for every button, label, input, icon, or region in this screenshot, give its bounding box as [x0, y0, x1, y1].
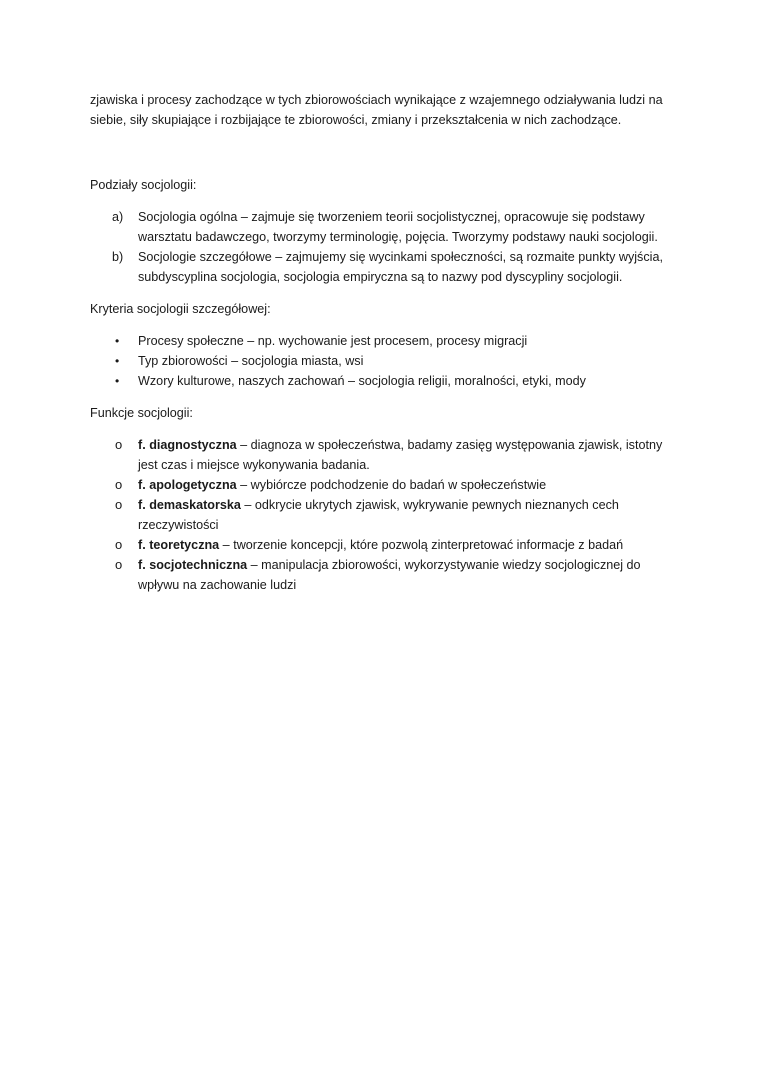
bullet-icon: •: [115, 334, 120, 348]
circle-bullet-icon: o: [115, 557, 123, 572]
list-item: [90, 495, 680, 535]
document-content: [90, 90, 680, 607]
circle-bullet-icon: o: [115, 537, 123, 552]
circle-bullet-icon: o: [115, 497, 123, 512]
function-term: f. teoretyczna: [138, 538, 220, 552]
criteria-heading: Kryteria socjologii szczegółowej:: [90, 302, 271, 316]
function-description: – tworzenie koncepcji, które pozwolą zinterpretować informacje z badań: [219, 538, 624, 552]
list-item-text: Socjologie szczegółowe – zajmujemy się wycinkami społeczności, są rozmaite punkty wyjścia, subdyscyplina socjologia, socjologia empiryczna są to nazwy pod dyscypliny socjologii.: [138, 250, 663, 284]
function-term: f. socjotechniczna: [138, 558, 248, 572]
list-item: [90, 535, 680, 555]
list-item: [90, 371, 680, 391]
function-term: f. diagnostyczna: [138, 438, 237, 452]
functions-list: [90, 435, 680, 595]
function-term: f. apologetyczna: [138, 478, 237, 492]
list-item: [90, 435, 680, 475]
bullet-icon: •: [115, 354, 120, 368]
functions-heading: Funkcje socjologii:: [90, 406, 193, 420]
circle-bullet-icon: o: [115, 437, 123, 452]
intro-paragraph: zjawiska i procesy zachodzące w tych zbiorowościach wynikające z wzajemnego odziaływania ludzi na siebie, siły skupiające i rozbijające te zbiorowości, zmiany i przekształcenia w nich zachodzące.: [90, 93, 663, 127]
bullet-icon: •: [115, 374, 120, 388]
list-marker: b): [112, 250, 124, 264]
circle-bullet-icon: o: [115, 477, 123, 492]
list-item-text: Typ zbiorowości – socjologia miasta, wsi: [138, 354, 364, 368]
function-description: – wybiórcze podchodzenie do badań w społeczeństwie: [236, 478, 547, 492]
list-item: [90, 247, 680, 287]
function-description: – odkrycie ukrytych zjawisk, wykrywanie pewnych nieznanych cech rzeczywistości: [138, 498, 619, 532]
function-description: – manipulacja zbiorowości, wykorzystywanie wiedzy socjologicznej do wpływu na zachowanie ludzi: [138, 558, 641, 592]
function-term: f. demaskatorska: [138, 498, 241, 512]
list-marker: a): [112, 210, 124, 224]
list-item-text: Procesy społeczne – np. wychowanie jest procesem, procesy migracji: [138, 334, 528, 348]
list-item: [90, 555, 680, 595]
list-item: [90, 207, 680, 247]
function-description: – diagnoza w społeczeństwa, badamy zasięg występowania zjawisk, istotny jest czas i miejsce wykonywania badania.: [138, 438, 663, 472]
divisions-heading: Podziały socjologii:: [90, 178, 197, 192]
list-item-text: Socjologia ogólna – zajmuje się tworzeniem teorii socjolistycznej, opracowuje się podstawy warsztatu badawczego, tworzymy terminologię, pojęcia. Tworzymy podstawy nauki socjologii.: [138, 210, 658, 244]
divisions-list: [90, 207, 680, 287]
list-item-text: Wzory kulturowe, naszych zachowań – socjologia religii, moralności, etyki, mody: [138, 374, 586, 388]
criteria-list: [90, 331, 680, 391]
list-item: [90, 331, 680, 351]
list-item: [90, 475, 680, 495]
list-item: [90, 351, 680, 371]
